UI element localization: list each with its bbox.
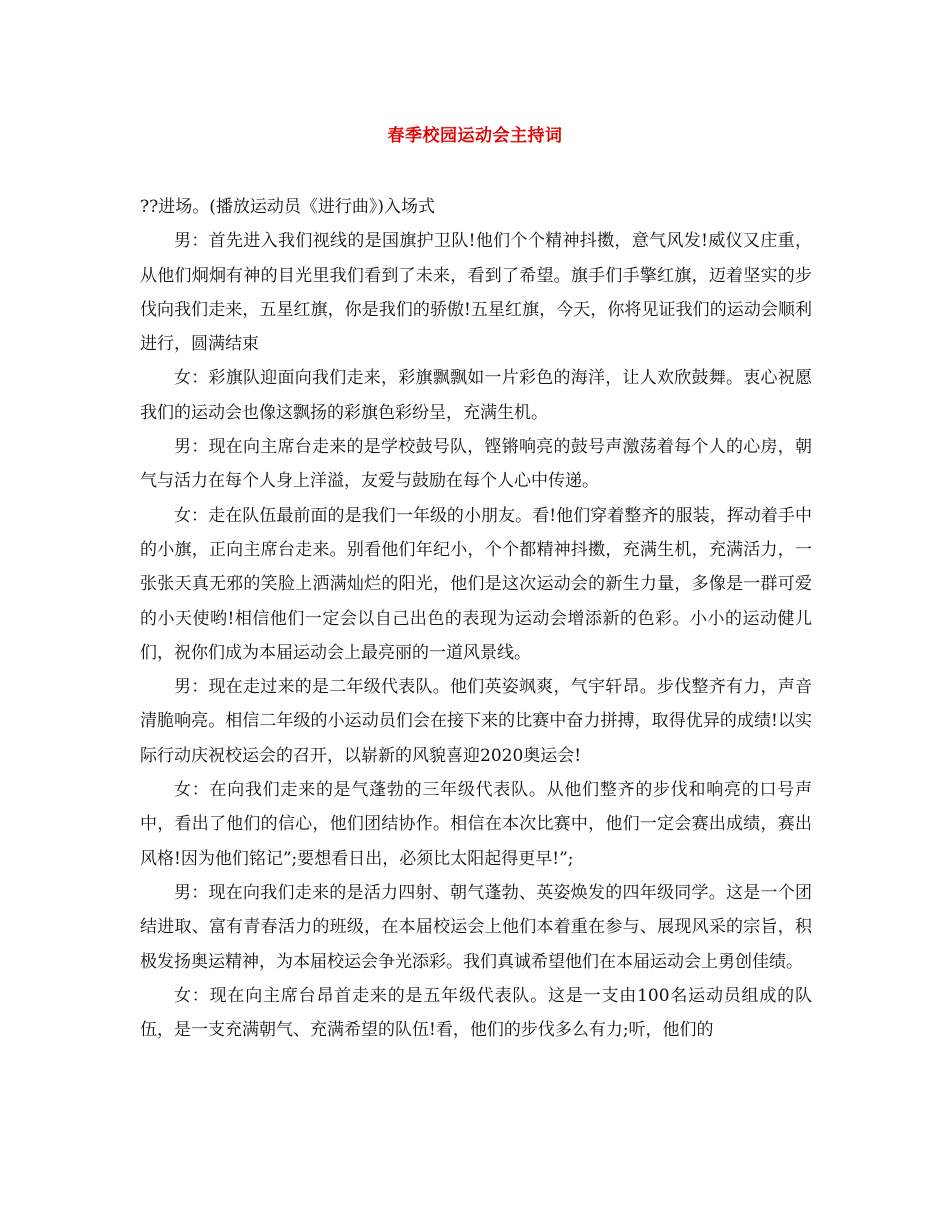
document-title: 春季校园运动会主持词 <box>387 126 563 146</box>
paragraph-grade-three: 女：在向我们走来的是气蓬勃的三年级代表队。从他们整齐的步伐和响亮的口号声中，看出了他们的信心，他们团结协作。相信在本次比赛中，他们一定会赛出成绩，赛出风格!因为他们铭记”;要想看日出，必须比太阳起得更早!”; <box>140 780 812 869</box>
paragraph-grade-four: 男：现在向我们走来的是活力四射、朝气蓬勃、英姿焕发的四年级同学。这是一个团结进取、富有青春活力的班级，在本届校运会上他们本着重在参与、展现风采的宗旨，积极发扬奥运精神，为本届校运会争光添彩。我们真诚希望他们在本届运动会上勇创佳绩。 <box>140 882 812 972</box>
paragraph-grade-two: 男：现在走过来的是二年级代表队。他们英姿飒爽，气宇轩昂。步伐整齐有力，声音清脆响亮。相信二年级的小运动员们会在接下来的比赛中奋力拼搏，取得优异的成绩!以实际行动庆祝校运会的召开，以崭新的风貌喜迎2020奥运会! <box>140 677 812 766</box>
paragraph-entrance: ??进场。(播放运动员《进行曲》)入场式 <box>140 197 435 217</box>
paragraph-grade-five: 女：现在向主席台昂首走来的是五年级代表队。这是一支由100名运动员组成的队伍，是一支充满朝气、充满希望的队伍!看，他们的步伐多么有力;听，他们的 <box>140 985 812 1041</box>
paragraph-flag-guard: 男：首先进入我们视线的是国旗护卫队!他们个个精神抖擞，意气风发!威仪又庄重，从他们炯炯有神的目光里我们看到了未来，看到了希望。旗手们手擎红旗，迈着坚实的步伐向我们走来，五星红旗，你是我们的骄傲!五星红旗，今天，你将见证我们的运动会顺利进行，圆满结束 <box>140 231 812 355</box>
document-body <box>140 190 812 1047</box>
paragraph-drum-team: 男：现在向主席台走来的是学校鼓号队，铿锵响亮的鼓号声激荡着每个人的心房，朝气与活力在每个人身上洋溢，友爱与鼓励在每个人心中传递。 <box>140 437 812 492</box>
paragraph-grade-one: 女：走在队伍最前面的是我们一年级的小朋友。看!他们穿着整齐的服装，挥动着手中的小旗，正向主席台走来。别看他们年纪小，个个都精神抖擞，充满生机，充满活力，一张张天真无邪的笑脸上洒满灿烂的阳光，他们是这次运动会的新生力量，多像是一群可爱的小天使哟!相信他们一定会以自己出色的表现为运动会增添新的色彩。小小的运动健儿们，祝你们成为本届运动会上最亮丽的一道风景线。 <box>140 505 812 663</box>
paragraph-color-flag-team: 女：彩旗队迎面向我们走来，彩旗飘飘如一片彩色的海洋，让人欢欣鼓舞。衷心祝愿我们的运动会也像这飘扬的彩旗色彩纷呈，充满生机。 <box>140 368 812 423</box>
